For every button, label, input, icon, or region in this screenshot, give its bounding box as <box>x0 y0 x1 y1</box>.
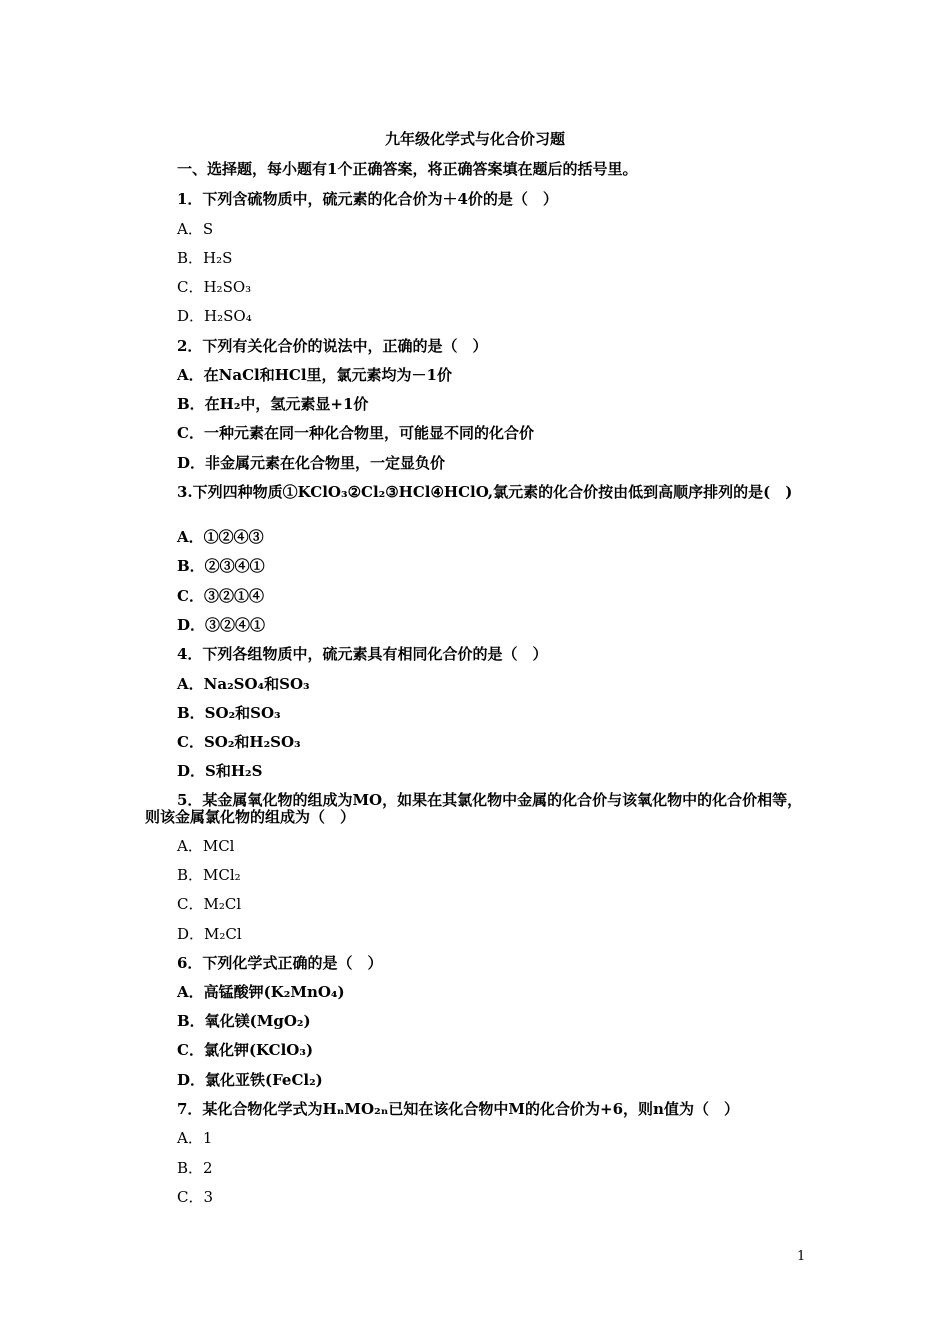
question-4-option-b: B．SO₂和SO₃ <box>177 704 281 722</box>
page-number: 1 <box>797 1249 806 1264</box>
question-2-option-a: A．在NaCl和HCl里，氯元素均为－1价 <box>177 366 452 384</box>
question-6-option-a: A．高锰酸钾(K₂MnO₄) <box>177 983 345 1001</box>
section-heading: 一、选择题，每小题有1个正确答案，将正确答案填在题后的括号里。 <box>177 160 638 178</box>
question-3-option-a: A．①②④③ <box>177 528 264 546</box>
question-6-option-d: D．氯化亚铁(FeCl₂) <box>177 1071 323 1089</box>
question-5-option-d: D．M₂Cl <box>177 925 242 943</box>
question-6-option-c: C．氯化钾(KClO₃) <box>177 1041 314 1059</box>
question-1-option-d: D．H₂SO₄ <box>177 307 252 325</box>
question-6-stem: 6．下列化学式正确的是（ ） <box>177 954 383 972</box>
question-5-option-b: B．MCl₂ <box>177 866 241 884</box>
question-4-option-c: C．SO₂和H₂SO₃ <box>177 733 301 751</box>
question-2-stem: 2．下列有关化合价的说法中，正确的是（ ） <box>177 337 488 355</box>
question-7-stem: 7．某化合物化学式为HₙMO₂ₙ已知在该化合物中M的化合价为+6，则n值为（ ） <box>177 1100 739 1118</box>
question-4-option-d: D．S和H₂S <box>177 762 263 780</box>
question-2-option-b: B．在H₂中，氢元素显+1价 <box>177 395 369 413</box>
question-7-option-c: C．3 <box>177 1188 214 1206</box>
question-4-stem: 4．下列各组物质中，硫元素具有相同化合价的是（ ） <box>177 645 548 663</box>
question-4-option-a: A．Na₂SO₄和SO₃ <box>177 675 310 693</box>
page-title: 九年级化学式与化合价习题 <box>384 130 565 148</box>
question-3-option-b: B．②③④① <box>177 557 265 575</box>
question-3-option-d: D．③②④① <box>177 616 266 634</box>
question-3-option-c: C．③②①④ <box>177 587 264 605</box>
question-1-option-a: A．S <box>177 220 214 238</box>
question-1-option-c: C．H₂SO₃ <box>177 278 252 296</box>
question-1-option-b: B．H₂S <box>177 249 233 267</box>
question-7-option-b: B．2 <box>177 1159 213 1177</box>
question-6-option-b: B．氧化镁(MgO₂) <box>177 1012 311 1030</box>
question-2-option-c: C．一种元素在同一种化合物里，可能显不同的化合价 <box>177 424 534 442</box>
question-1-stem: 1．下列含硫物质中，硫元素的化合价为＋4价的是（ ） <box>177 190 558 208</box>
question-2-option-d: D．非金属元素在化合物里，一定显负价 <box>177 454 446 472</box>
question-7-option-a: A．1 <box>177 1129 213 1147</box>
question-5-option-c: C．M₂Cl <box>177 895 242 913</box>
question-3-stem: 3.下列四种物质①KClO₃②Cl₂③HCl④HClO,氯元素的化合价按由低到高顺序排列的是( ) <box>177 483 793 501</box>
question-5-option-a: A．MCl <box>177 837 235 855</box>
question-5-stem: 5．某金属氧化物的组成为MO，如果在其氯化物中金属的化合价与该氧化物中的化合价相等，则该金属氯化物的组成为（ ） <box>145 791 803 826</box>
